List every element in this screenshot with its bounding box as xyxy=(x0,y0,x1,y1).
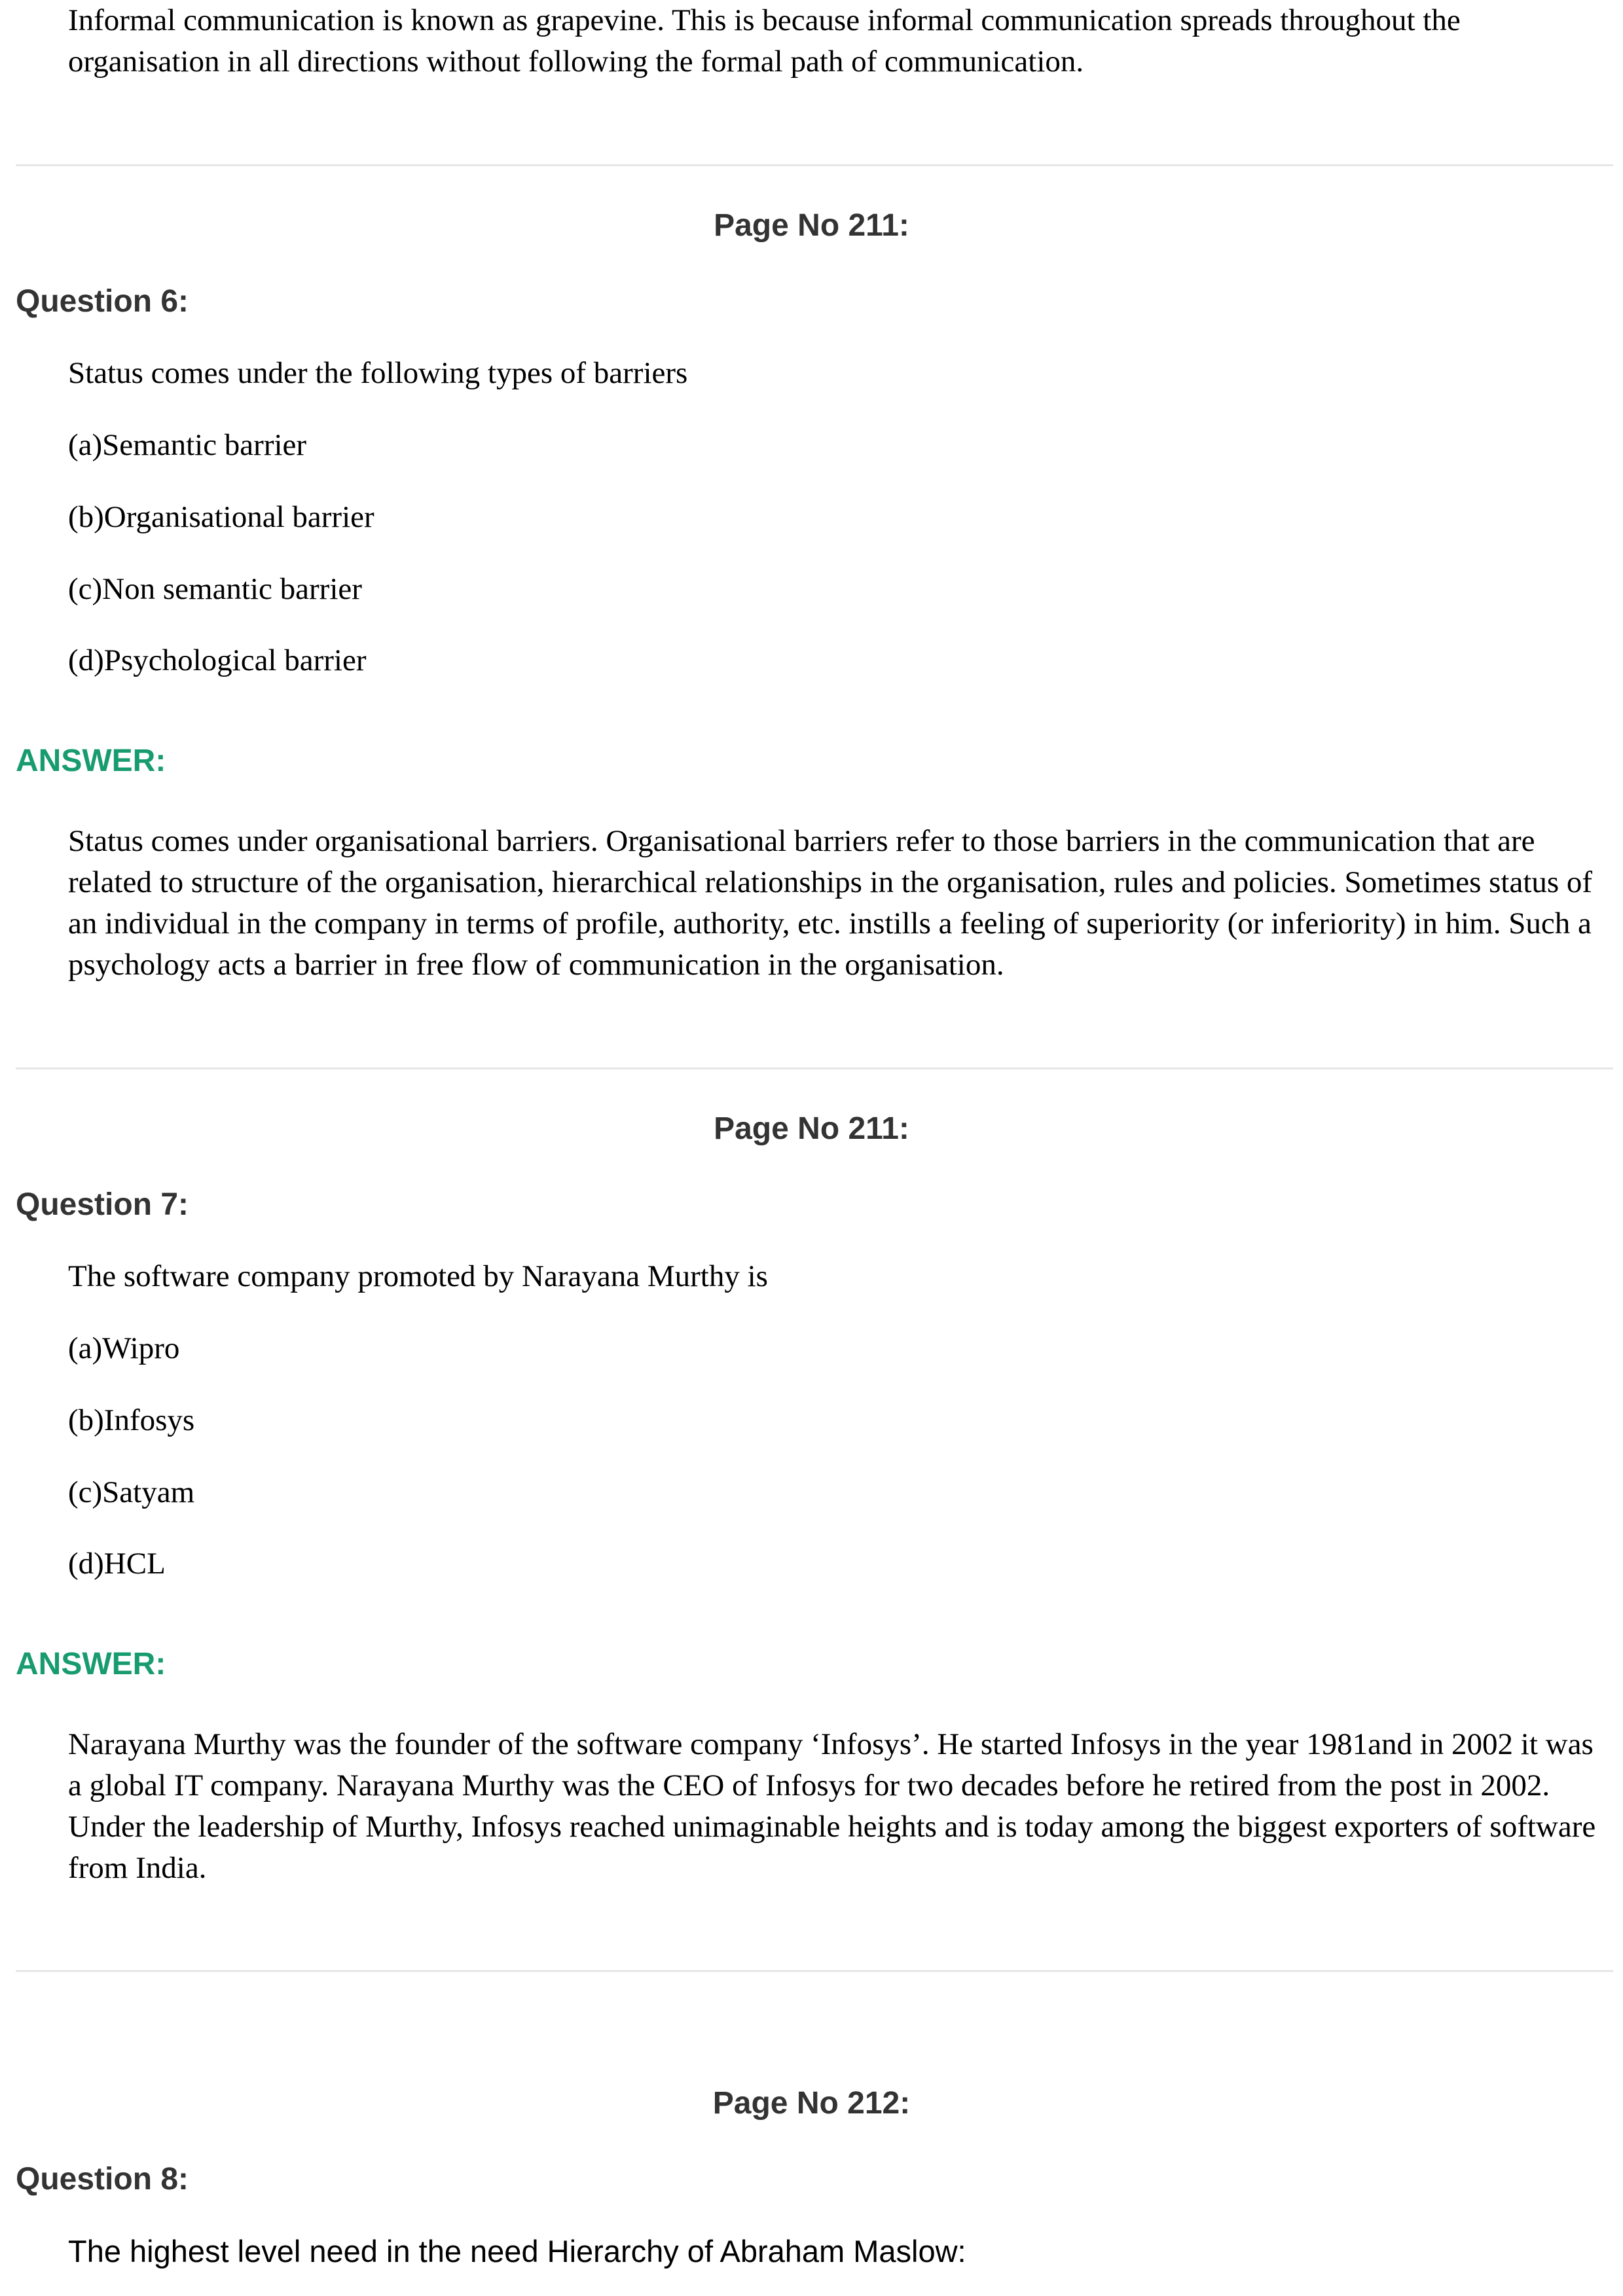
section-divider xyxy=(16,1970,1613,1972)
option-item: (b)Infosys xyxy=(68,1403,195,1437)
question-title: Question 7: xyxy=(16,1187,189,1222)
page-number-heading: Page No 211: xyxy=(714,208,909,243)
answer-label: ANSWER: xyxy=(16,744,166,778)
intro-paragraph: Informal communication is known as grapevine. This is because informal communication spreads throughout the organisation in all directions without following the formal path of communication. xyxy=(68,3,1461,79)
answer-text: Narayana Murthy was the founder of the software company ‘Infosys’. He started Infosys in the year 1981and in 2002 it was a global IT company. Narayana Murthy was the CEO of Infosys for two decades before he retired from the post in 2002. Under the leadership of Murthy, Infosys reached unimaginable heights and is today among the biggest exporters of software from India. xyxy=(68,1727,1596,1885)
option-item: (a)Semantic barrier xyxy=(68,428,307,462)
option-item: (c)Satyam xyxy=(68,1475,195,1509)
option-item: (a)Wipro xyxy=(68,1331,180,1365)
option-item: (c)Non semantic barrier xyxy=(68,572,362,606)
section-divider xyxy=(16,1067,1613,1069)
option-item: (d)Psychological barrier xyxy=(68,643,367,677)
section-divider xyxy=(16,164,1613,166)
page-number-heading: Page No 212: xyxy=(712,2086,911,2121)
question-text: Status comes under the following types of barriers xyxy=(68,356,688,390)
option-item: (b)Organisational barrier xyxy=(68,500,374,534)
answer-text: Status comes under organisational barriers. Organisational barriers refer to those barriers in the communication that are related to structure of the organisation, hierarchical relationships in the organisation, rules and policies. Sometimes status of an individual in the company in terms of profile, authority, etc. instills a feeling of superiority (or inferiority) in him. Such a psychology acts a barrier in free flow of communication in the organisation. xyxy=(68,824,1593,982)
question-text: The software company promoted by Narayana Murthy is xyxy=(68,1259,768,1293)
question-title: Question 8: xyxy=(16,2162,189,2197)
question-title: Question 6: xyxy=(16,284,189,319)
answer-label: ANSWER: xyxy=(16,1647,166,1681)
page-number-heading: Page No 211: xyxy=(714,1111,909,1146)
option-item: (d)HCL xyxy=(68,1547,166,1581)
question-text: The highest level need in the need Hierarchy of Abraham Maslow: xyxy=(68,2234,966,2269)
